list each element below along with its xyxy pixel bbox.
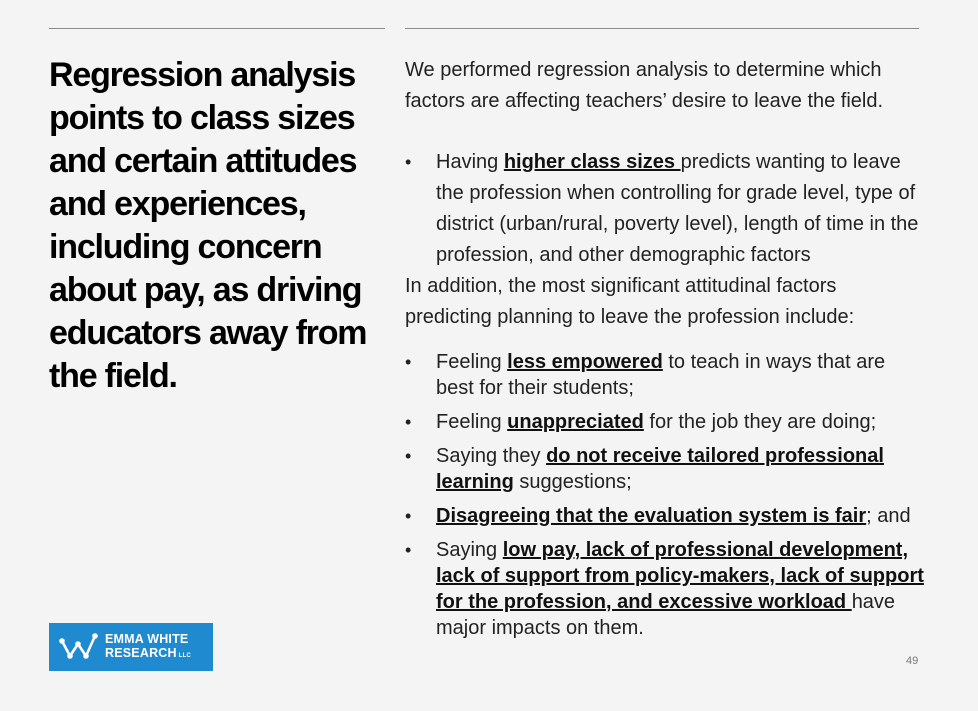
intro-paragraph: We performed regression analysis to determine which factors are affecting teachers’ desire to leave the field.: [405, 59, 884, 112]
factor-pre: Saying they: [436, 445, 547, 467]
bullet-highlight: higher class sizes: [503, 151, 681, 173]
attitudinal-factors-list: [405, 349, 925, 641]
factor-highlight: Disagreeing that the evaluation system is fair: [436, 505, 867, 527]
factor-post: have major impacts on them.: [436, 591, 896, 639]
addition-paragraph: In addition, the most significant attitudinal factors predicting planning to leave the profession include:: [405, 275, 855, 328]
logo-suffix: LLC: [178, 652, 192, 659]
page-number: 49: [906, 655, 919, 667]
logo-line1: EMMA WHITE: [105, 631, 189, 646]
factor-item: [405, 409, 925, 435]
factor-post: suggestions;: [513, 471, 632, 493]
class-size-bullet: [405, 147, 925, 271]
factor-post: for the job they are doing;: [643, 411, 877, 433]
bullet-post: predicts wanting to leave the profession when controlling for grade level, type of district (urban/rural, poverty level), length of time in the profession, and other demographic factors: [436, 151, 919, 266]
factor-post: to teach in ways that are best for their students;: [436, 351, 886, 399]
factor-item: [405, 349, 925, 401]
body-column: [405, 55, 925, 649]
logo-text: [105, 632, 191, 663]
bullet-pre: Having: [436, 151, 504, 173]
factor-highlight: less empowered: [507, 351, 663, 373]
factor-highlight: unappreciated: [507, 411, 644, 433]
emma-white-research-logo: [49, 623, 213, 671]
factor-item: [405, 537, 925, 641]
factor-pre: Feeling: [436, 351, 508, 373]
factor-highlight: do not receive tailored professional learning: [436, 445, 884, 493]
right-divider: [405, 28, 919, 29]
logo-line2-wrap: [105, 646, 191, 663]
factor-pre: Feeling: [436, 411, 508, 433]
factor-item: [405, 503, 925, 529]
factor-pre: Saying: [436, 539, 503, 561]
factor-item: [405, 443, 925, 495]
factor-post: ; and: [866, 505, 911, 527]
class-size-list: [405, 147, 925, 271]
logo-line2: RESEARCH: [105, 645, 177, 660]
factor-highlight: low pay, lack of professional development, lack of support from policy-makers, lack of support for the profession, and excessive workload: [436, 539, 924, 613]
network-w-icon: [59, 631, 99, 663]
left-divider: [49, 28, 385, 29]
slide-headline: Regression analysis points to class sizes and certain attitudes and experiences, including concern about pay, as driving educators away from the field.: [49, 56, 367, 395]
